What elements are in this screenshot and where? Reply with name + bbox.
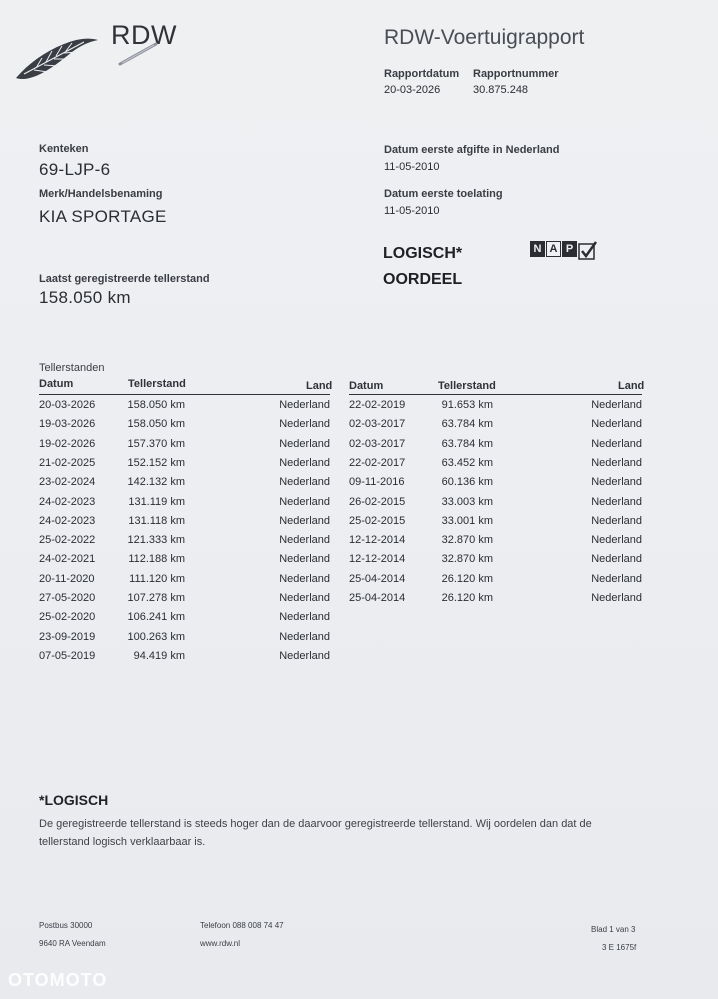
- row-land: Nederland: [591, 534, 642, 547]
- row-land: Nederland: [279, 592, 330, 604]
- table-row: [349, 438, 642, 457]
- row-tellerstand: 100.263 km: [127, 630, 185, 643]
- row-land: Nederland: [279, 514, 330, 527]
- row-datum: 25-02-2022: [39, 534, 96, 547]
- rdw-leaf-logo-icon: [14, 34, 100, 82]
- row-tellerstand: 131.118 km: [128, 514, 185, 527]
- row-datum: 09-11-2016: [349, 476, 405, 489]
- row-datum: 21-02-2025: [39, 456, 96, 469]
- row-land: Nederland: [279, 476, 330, 489]
- row-tellerstand: 26.120 km: [441, 592, 493, 604]
- row-datum: 25-04-2014: [349, 592, 406, 604]
- table-row: [39, 457, 330, 476]
- nap-letter-p: P: [562, 241, 577, 257]
- nap-letter-n: N: [530, 241, 545, 257]
- row-land: Nederland: [279, 611, 330, 624]
- oordeel-line-1: LOGISCH*: [383, 245, 463, 262]
- nap-letter-a: A: [546, 241, 561, 257]
- table-row: [39, 476, 330, 495]
- row-datum: 23-09-2019: [39, 630, 96, 643]
- row-land: Nederland: [591, 553, 642, 566]
- table-row: [39, 496, 330, 515]
- row-tellerstand: 112.188 km: [128, 553, 185, 566]
- report-title: RDW-Voertuigrapport: [384, 26, 585, 49]
- footer-plaats: 9640 RA Veendam: [39, 939, 106, 948]
- table-row: [349, 418, 642, 437]
- table-row: [349, 592, 642, 611]
- merk-value: KIA SPORTAGE: [39, 207, 167, 226]
- row-tellerstand: 158.050 km: [127, 418, 185, 431]
- row-land: Nederland: [591, 456, 642, 469]
- row-tellerstand: 63.452 km: [441, 456, 493, 469]
- row-datum: 26-02-2015: [349, 495, 406, 508]
- row-datum: 25-02-2015: [349, 514, 406, 527]
- table-row: [349, 496, 642, 515]
- row-datum: 27-05-2020: [39, 592, 96, 604]
- row-datum: 22-02-2019: [349, 399, 406, 411]
- row-land: Nederland: [279, 649, 330, 662]
- tellerstand-value: 158.050 km: [39, 288, 131, 307]
- row-land: Nederland: [591, 514, 642, 527]
- row-datum: 07-05-2019: [39, 649, 96, 662]
- table-row: [349, 515, 642, 534]
- row-land: Nederland: [279, 437, 330, 450]
- table-row: [39, 553, 330, 572]
- header-tellerstand-right: Tellerstand: [438, 380, 496, 392]
- rapportdatum-value: 20-03-2026: [384, 84, 441, 96]
- row-land: Nederland: [279, 495, 330, 508]
- row-land: Nederland: [591, 476, 642, 489]
- row-land: Nederland: [591, 572, 642, 585]
- row-datum: 22-02-2017: [349, 456, 406, 469]
- kenteken-label: Kenteken: [39, 143, 89, 155]
- row-datum: 24-02-2023: [39, 514, 96, 527]
- paperclip-icon: [116, 36, 162, 66]
- row-land: Nederland: [279, 572, 330, 585]
- table-row: [39, 515, 330, 534]
- row-land: Nederland: [591, 495, 642, 508]
- row-datum: 12-12-2014: [349, 553, 406, 566]
- table-row: [349, 476, 642, 495]
- row-tellerstand: 142.132 km: [127, 476, 185, 489]
- kenteken-value: 69-LJP-6: [39, 160, 111, 179]
- eerste-toelating-value: 11-05-2010: [384, 205, 440, 217]
- table-row: [39, 611, 330, 630]
- header-datum-left: Datum: [39, 378, 74, 390]
- header-land-right: Land: [618, 380, 645, 392]
- row-datum: 02-03-2017: [349, 418, 406, 431]
- row-tellerstand: 91.653 km: [441, 399, 493, 411]
- row-tellerstand: 26.120 km: [441, 572, 493, 585]
- row-tellerstand: 63.784 km: [441, 418, 493, 431]
- footer-telefoon: Telefoon 088 008 74 47: [200, 921, 284, 930]
- row-datum: 25-02-2020: [39, 611, 96, 624]
- row-tellerstand: 33.001 km: [441, 514, 493, 527]
- row-datum: 23-02-2024: [39, 476, 96, 489]
- footer-code: 3 E 1675f: [602, 943, 637, 952]
- row-tellerstand: 121.333 km: [127, 534, 185, 547]
- row-tellerstand: 63.784 km: [441, 437, 493, 450]
- header-land-left: Land: [306, 380, 333, 392]
- rapportdatum-label: Rapportdatum: [384, 68, 460, 80]
- header-tellerstand-left: Tellerstand: [128, 378, 186, 390]
- row-tellerstand: 60.136 km: [441, 476, 493, 489]
- row-tellerstand: 111.120 km: [129, 572, 185, 585]
- row-tellerstand: 94.419 km: [133, 649, 185, 662]
- row-datum: 19-03-2026: [39, 418, 96, 431]
- row-datum: 19-02-2026: [39, 437, 96, 450]
- row-land: Nederland: [279, 418, 330, 431]
- footnote-title: *LOGISCH: [39, 792, 109, 808]
- row-land: Nederland: [279, 399, 330, 411]
- row-tellerstand: 32.870 km: [441, 534, 493, 547]
- row-tellerstand: 131.119 km: [128, 495, 185, 508]
- row-tellerstand: 32.870 km: [441, 553, 493, 566]
- eerste-toelating-label: Datum eerste toelating: [384, 188, 503, 200]
- row-land: Nederland: [591, 592, 642, 604]
- tellerstanden-title: Tellerstanden: [39, 362, 105, 374]
- row-land: Nederland: [279, 534, 330, 547]
- otomoto-watermark: OTOMOTO: [8, 970, 108, 990]
- table-row: [39, 534, 330, 553]
- table-row: [39, 418, 330, 437]
- table-row: [39, 573, 330, 592]
- table-row: [349, 534, 642, 553]
- rapportnummer-value: 30.875.248: [473, 84, 529, 96]
- row-land: Nederland: [279, 630, 330, 643]
- rapportnummer-label: Rapportnummer: [473, 68, 559, 80]
- row-datum: 25-04-2014: [349, 572, 406, 585]
- header-divider-right: [349, 394, 642, 395]
- row-tellerstand: 158.050 km: [127, 399, 185, 411]
- eerste-afgifte-label: Datum eerste afgifte in Nederland: [384, 144, 560, 156]
- row-tellerstand: 157.370 km: [127, 437, 185, 450]
- row-land: Nederland: [279, 456, 330, 469]
- oordeel-line-2: OORDEEL: [383, 271, 463, 288]
- table-row: [349, 457, 642, 476]
- header-datum-right: Datum: [349, 380, 384, 392]
- row-land: Nederland: [591, 437, 642, 450]
- header-divider-left: [39, 394, 330, 395]
- footer-website: www.rdw.nl: [200, 939, 241, 948]
- footer-postbus: Postbus 30000: [39, 921, 93, 930]
- table-row: [39, 650, 330, 669]
- row-tellerstand: 107.278 km: [127, 592, 185, 604]
- table-row: [349, 573, 642, 592]
- table-row: [39, 592, 330, 611]
- tellerstand-label: Laatst geregistreerde tellerstand: [39, 273, 210, 285]
- footnote-text: De geregistreerde tellerstand is steeds hoger dan de daarvoor geregistreerde tellerstand. Wij oordelen dan dat de tellerstand logisch verklaarbaar is.: [39, 818, 592, 848]
- checkmark-icon: [578, 241, 598, 261]
- row-tellerstand: 152.152 km: [127, 456, 185, 469]
- table-row: [39, 438, 330, 457]
- brand-name: RDW: [111, 20, 177, 50]
- row-datum: 20-11-2020: [39, 572, 95, 585]
- merk-label: Merk/Handelsbenaming: [39, 188, 163, 200]
- row-datum: 02-03-2017: [349, 437, 406, 450]
- table-row: [349, 399, 642, 418]
- row-land: Nederland: [591, 399, 642, 411]
- nap-logo: [530, 241, 598, 261]
- row-land: Nederland: [591, 418, 642, 431]
- table-row: [349, 553, 642, 572]
- row-datum: 12-12-2014: [349, 534, 406, 547]
- table-row: [39, 631, 330, 650]
- row-land: Nederland: [279, 553, 330, 566]
- row-datum: 24-02-2021: [39, 553, 96, 566]
- row-tellerstand: 33.003 km: [441, 495, 493, 508]
- table-row: [39, 399, 330, 418]
- eerste-afgifte-value: 11-05-2010: [384, 161, 440, 173]
- row-datum: 24-02-2023: [39, 495, 96, 508]
- row-datum: 20-03-2026: [39, 399, 96, 411]
- row-tellerstand: 106.241 km: [127, 611, 185, 624]
- footer-blad: Blad 1 van 3: [591, 925, 636, 934]
